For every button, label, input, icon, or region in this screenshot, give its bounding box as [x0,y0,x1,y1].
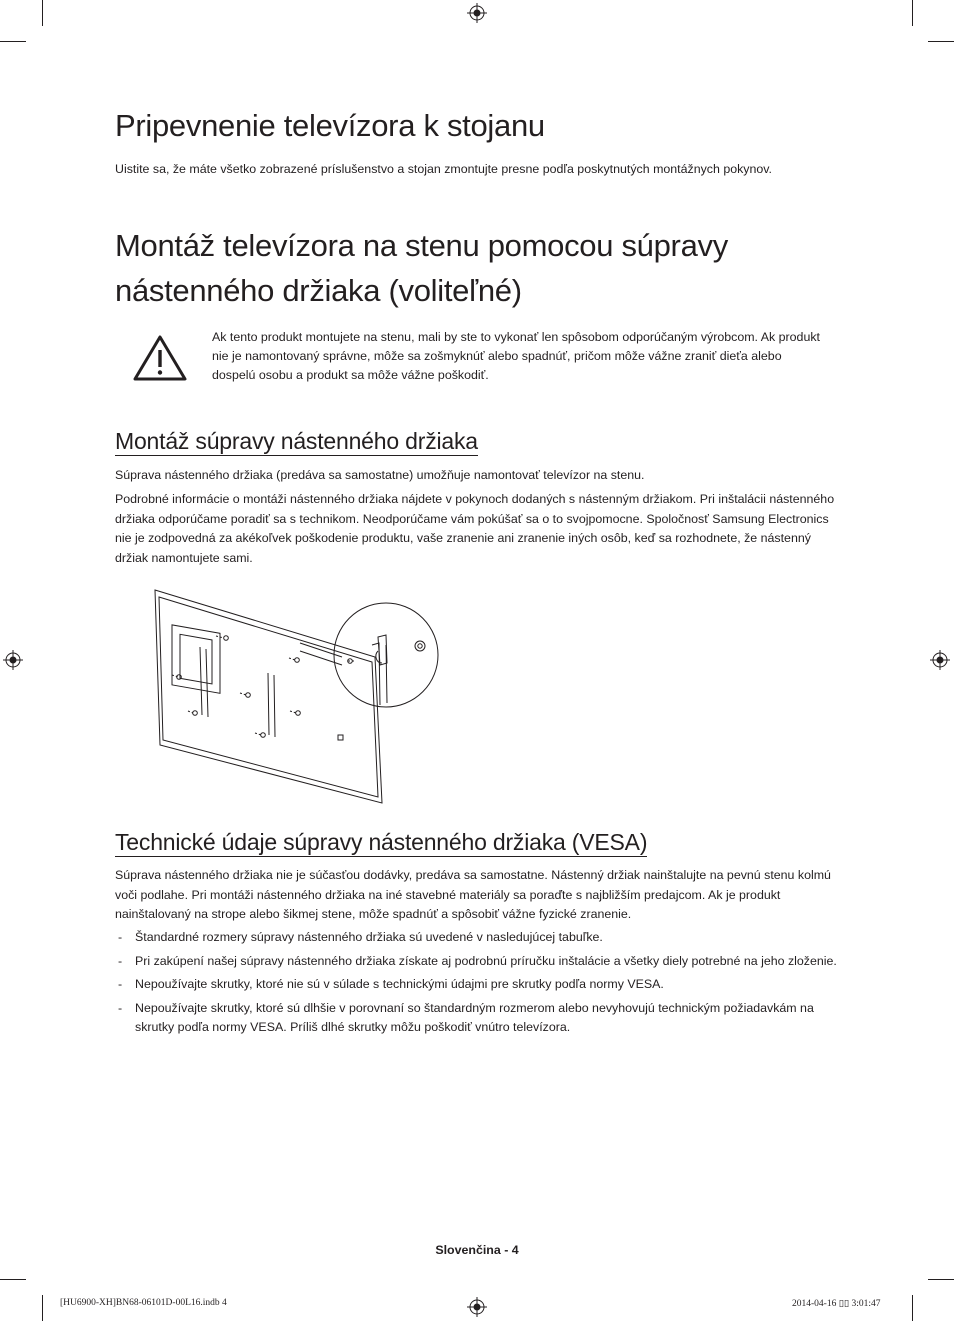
print-slug-right: 2014-04-16 ▯▯ 3:01:47 [792,1299,881,1309]
wall-mount-illustration [150,585,445,805]
list-item: - Štandardné rozmery súpravy nástenného držiaka sú uvedené v nasledujúcej tabuľke. [115,928,845,948]
bullet-marker: - [118,953,123,968]
registration-mark-icon [467,1297,487,1317]
crop-mark [0,1279,26,1280]
vesa-heading: Technické údaje súpravy nástenného držiaka (VESA) [115,829,648,855]
crop-mark [42,0,43,26]
page-number: Slovenčina - 4 [435,1243,519,1257]
mount-paragraph-2: Podrobné informácie o montáži nástenného držiaka nájdete v pokynoch dodaných s nástenným držiakom. Pri inštalácii nástenného držiaka odporúčame poradiť sa s technikom. Neodporúčame vám pokúšať sa o to svojpomocne. Spoločnosť Samsung Electronics nie je zodpovedná za akékoľvek poškodenie produktu, vaše zranenie ani zranenie iných osôb, keď sa rozhodnete, že nástenný držiak namontujete sami. [115,492,835,565]
registration-mark-icon [467,3,487,23]
bullet-marker: - [118,930,123,944]
list-item: - Pri zakúpení našej súpravy nástenného držiaka získate aj podrobnú príručku inštalácie a všetky diely potrebné na jeho zloženie. [115,952,845,972]
mount-heading: Montáž súpravy nástenného držiaka [115,428,478,454]
crop-mark [42,1295,43,1321]
crop-mark [0,41,26,42]
vesa-paragraph: Súprava nástenného držiaka nie je súčasťou dodávky, predáva sa samostatne. Nástenný držiak nainštalujte na pevnú stenu kolmú voči podlahe. Pri montáži nástenného držiaka na iné stavebné materiály sa poraďte s najbližším predajcom. Ak je produkt nainštalovaný na strope alebo šikmej stene, môže spadnúť a spôsobiť vážne fyzické zranenie. [115,868,831,921]
registration-mark-icon [930,650,950,670]
crop-mark [912,1295,913,1321]
section-title: Montáž televízora na stenu pomocou súpravy nástenného držiaka (voliteľné) [115,228,728,308]
list-item: - Nepoužívajte skrutky, ktoré nie sú v súlade s technickými údajmi pre skrutky podľa normy VESA. [115,975,845,995]
intro-text: Uistite sa, že máte všetko zobrazené príslušenstvo a stojan zmontujte presne podľa poskytnutých montážnych pokynov. [115,162,772,176]
warning-triangle-icon [132,334,188,382]
print-slug-left: [HU6900-XH]BN68-06101D-00L16.indb 4 [60,1298,227,1308]
crop-mark [912,0,913,26]
crop-mark [928,41,954,42]
list-item: - Nepoužívajte skrutky, ktoré sú dlhšie v porovnaní so štandardným rozmerom alebo nevyhovujú technickým požiadavkám na skrutky podľa normy VESA. Príliš dlhé skrutky môžu poškodiť vnútro televízora. [118,1000,814,1034]
bullet-marker: - [118,977,123,991]
mount-paragraph-1: Súprava nástenného držiaka (predáva sa samostatne) umožňuje namontovať televízor na stenu. [115,468,645,482]
warning-text: Ak tento produkt montujete na stenu, mali by ste to vykonať len spôsobom odporúčaným výrobcom. Ak produkt nie je namontovaný správne, môže sa zošmyknúť alebo spadnúť, pričom môže vážne zraniť dieťa alebo dospelú osobu a produkt sa môže vážne poškodiť. [212,330,820,382]
crop-mark [928,1279,954,1280]
registration-mark-icon [3,650,23,670]
page-title: Pripevnenie televízora k stojanu [115,108,545,143]
bullet-marker: - [118,1000,123,1015]
vesa-bullet-list [115,928,845,1042]
